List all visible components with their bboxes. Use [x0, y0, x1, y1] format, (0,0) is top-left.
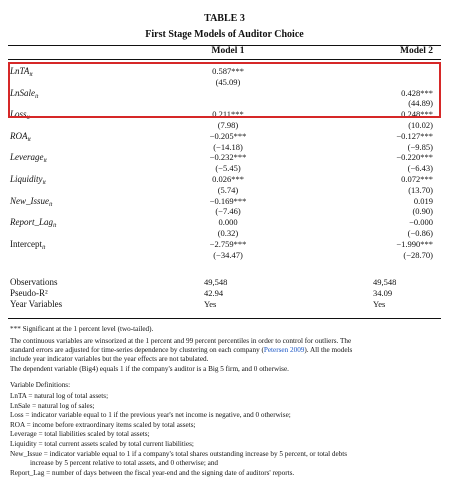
cell-m1: 0.026***	[212, 174, 244, 184]
row-label-text: Report_Lag	[10, 217, 54, 227]
row-label	[10, 197, 52, 208]
col-header-model-2: Model 2	[400, 46, 433, 56]
cell-m2: (10.02)	[408, 120, 433, 130]
row-label	[10, 240, 45, 251]
row-label	[10, 132, 31, 143]
definitions-title: Variable Definitions:	[10, 381, 71, 389]
cell-m2: 0.072***	[401, 174, 433, 184]
bottom-rule	[8, 318, 441, 319]
cell-m2: −0.220***	[396, 152, 433, 162]
stat-m1: 42.94	[204, 288, 224, 298]
row-label-text: Intercept	[10, 239, 42, 249]
definition-item: Report_Lag = number of days between the fiscal year-end and the signing date of auditors' reports.	[10, 468, 295, 477]
cell-m2: −0.127***	[396, 131, 433, 141]
row-label-text: New_Issue	[10, 196, 49, 206]
cell-m2: 0.248***	[401, 109, 433, 119]
cell-m1: −0.232***	[209, 152, 247, 162]
stat-label: Year Variables	[10, 299, 63, 309]
cell-m1: (7.98)	[217, 120, 239, 130]
row-label-subscript: it	[26, 115, 30, 121]
row-label-text: Loss	[10, 109, 27, 119]
table-title: First Stage Models of Auditor Choice	[145, 29, 304, 40]
cell-m1: 0.587***	[212, 66, 244, 76]
note-dependent-variable: The dependent variable (Big4) equals 1 if the company's auditor is a Big 5 firm, and 0 otherwise.	[10, 365, 289, 373]
cell-m2: (−6.43)	[407, 163, 433, 173]
highlight-box	[8, 62, 441, 118]
cell-m2: −1.990***	[396, 239, 433, 249]
stat-m2: Yes	[373, 299, 386, 309]
cell-m1: −0.169***	[209, 196, 247, 206]
stat-m2: 34.09	[373, 288, 393, 298]
row-label-subscript: it	[53, 223, 57, 229]
cell-m1: (−34.47)	[213, 250, 243, 260]
definition-item: LnTA = natural log of total assets;	[10, 392, 109, 400]
cell-m2: (−9.85)	[407, 142, 433, 152]
note-significance: *** Significant at the 1 percent level (two-tailed).	[10, 325, 154, 333]
cell-m1: (5.74)	[217, 185, 239, 195]
row-label-subscript: it	[42, 180, 46, 186]
cell-m1: (−5.45)	[215, 163, 241, 173]
cell-m2: 0.428***	[401, 88, 433, 98]
cell-m1: (−7.46)	[215, 206, 241, 216]
cell-m2: −0.000	[409, 217, 433, 227]
cell-m2: 0.019	[413, 196, 433, 206]
cell-m1: (0.32)	[217, 228, 239, 238]
definition-item: Loss = indicator variable equal to 1 if the previous year's net income is negative, and 0 otherwise;	[10, 411, 291, 420]
col-header-model-1: Model 1	[211, 46, 245, 56]
cell-m1: (45.09)	[215, 77, 241, 87]
note-p1a: The continuous variables are winsorized at the 1 percent and 99 percent percentiles in order to control for outliers. The	[10, 337, 352, 345]
definition-item: ROA = income before extraordinary items scaled by total assets;	[10, 420, 196, 429]
stat-label: Pseudo-R²	[10, 288, 48, 298]
definition-item: increase by 5 percent relative to total assets, and 0 otherwise; and	[30, 459, 219, 468]
row-label-subscript: it	[29, 72, 33, 78]
cell-m1: −0.205***	[209, 131, 247, 141]
row-label	[10, 153, 47, 164]
definition-item: LnSale = natural log of sales;	[10, 401, 95, 410]
note-p1b-line	[10, 347, 352, 354]
note-p1d: include year indicator variables but the year effects are not tabulated.	[10, 355, 209, 363]
row-label-subscript: it	[43, 158, 47, 164]
row-label	[10, 175, 46, 186]
row-label	[10, 218, 56, 229]
row-label-text: ROA	[10, 131, 28, 141]
note-p1c: ). All the models	[304, 346, 353, 354]
stat-m1: Yes	[204, 299, 217, 309]
table-label: TABLE 3	[204, 13, 245, 24]
stat-m1: 49,548	[204, 277, 228, 287]
cell-m2: (−28.70)	[403, 250, 433, 260]
definition-item: Liquidity = total current assets scaled by total current liabilities;	[10, 440, 194, 448]
row-label-text: Leverage	[10, 152, 44, 162]
row-label-text: Liquidity	[10, 174, 43, 184]
cell-m2: (44.89)	[408, 98, 433, 108]
row-label-subscript: it	[41, 245, 46, 251]
row-label-text: LnSale	[10, 88, 36, 98]
row-label-subscript: it	[27, 137, 31, 143]
stat-m2: 49,548	[373, 277, 397, 287]
stat-label: Observations	[10, 277, 58, 287]
cell-m1: 0.000	[218, 217, 238, 227]
citation-link[interactable]: Petersen 2009	[263, 346, 305, 354]
cell-m1: 0.211***	[212, 109, 244, 119]
definition-item: New_Issue = indicator variable equal to 1 if a company's total shares outstanding increase by 5 percent, or total debts	[10, 449, 348, 458]
cell-m2: (−0.86)	[407, 228, 433, 238]
definition-item: Leverage = total liabilities scaled by total assets;	[10, 430, 150, 439]
note-p1b: standard errors are adjusted for time-series dependence by clustering on each company (	[10, 346, 264, 354]
cell-m2: (13.70)	[408, 185, 433, 195]
row-label-subscript: it	[49, 202, 53, 208]
cell-m2: (0.90)	[412, 206, 433, 216]
cell-m1: −2.759***	[209, 239, 247, 249]
row-label-text: LnTA	[10, 66, 30, 76]
cell-m1: (−14.18)	[213, 142, 243, 152]
row-label-subscript: it	[35, 94, 39, 100]
header-rule	[8, 59, 441, 60]
